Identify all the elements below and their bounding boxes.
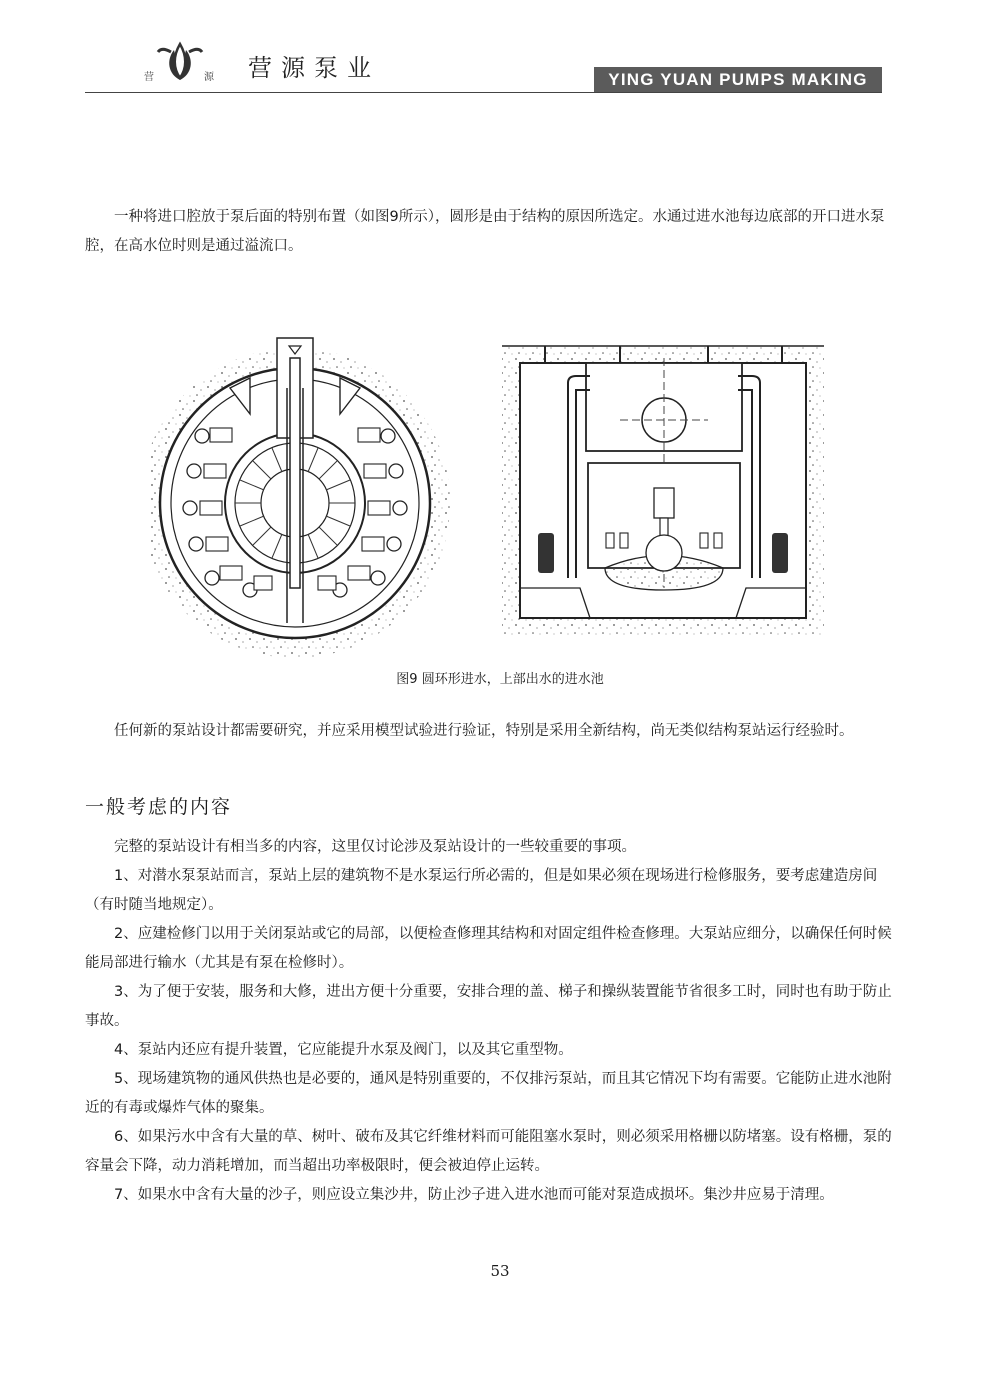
figure-9: [150, 328, 830, 658]
section-lead: 完整的泵站设计有相当多的内容，这里仅讨论涉及泵站设计的一些较重要的事项。: [114, 839, 636, 855]
figure-caption: 图9 圆环形进水，上部出水的进水池: [396, 672, 604, 687]
list-item: 5、现场建筑物的通风供热也是必要的，通风是特别重要的，不仅排污泵站，而且其它情况下均有需要。它能防止进水池附近的有毒或爆炸气体的聚集。: [85, 1071, 892, 1116]
section-view-drawing: [502, 346, 824, 638]
header-banner: YING YUAN PUMPS MAKING: [594, 67, 882, 93]
list-item: 1、对潜水泵泵站而言，泵站上层的建筑物不是水泵运行所必需的，但是如果必须在现场进行检修服务，要考虑建造房间（有时随当地规定）。: [85, 868, 878, 913]
header-rule: [85, 92, 882, 93]
list-item: 7、如果水中含有大量的沙子，则应设立集沙井，防止沙子进入进水池而可能对泵造成损坏。集沙井应易于清理。: [114, 1187, 834, 1203]
body-paragraph-text: 任何新的泵站设计都需要研究，并应采用模型试验进行验证，特别是采用全新结构，尚无类似结构泵站运行经验时。: [114, 723, 854, 739]
intro-paragraph: [85, 203, 897, 261]
list-item: 3、为了便于安装，服务和大修，进出方便十分重要，安排合理的盖、梯子和操纵装置能节省很多工时，同时也有助于防止事故。: [85, 984, 892, 1029]
logo-char-right: 源: [204, 72, 214, 83]
list-item: 4、泵站内还应有提升装置，它应能提升水泵及阀门，以及其它重型物。: [114, 1042, 573, 1058]
intro-text: 一种将进口腔放于泵后面的特别布置（如图9所示），圆形是由于结构的原因所选定。水通过进水池每边底部的开口进水泵腔，在高水位时则是通过溢流口。: [85, 209, 885, 254]
list-item: 2、应建检修门以用于关闭泵站或它的局部，以便检查修理其结构和对固定组件检查修理。大泵站应细分，以确保任何时候能局部进行输水（尤其是有泵在检修时）。: [85, 926, 892, 971]
section-title: 一般考虑的内容: [85, 796, 233, 818]
page-header: [0, 0, 1000, 100]
list-item: 6、如果污水中含有大量的草、树叶、破布及其它纤维材料而可能阻塞水泵时，则必须采用格栅以防堵塞。设有格栅，泵的容量会下降，动力消耗增加，而当超出功率极限时，便会被迫停止运转。: [85, 1129, 892, 1174]
page-number: 53: [490, 1262, 510, 1280]
brand-name: 营源泵业: [248, 54, 380, 82]
company-logo: [140, 38, 220, 84]
section-body: [85, 833, 897, 1210]
plan-view-drawing: [150, 338, 450, 658]
figure-9-drawing: [150, 328, 830, 658]
body-paragraph: [85, 717, 897, 746]
logo-char-left: 营: [144, 72, 154, 83]
